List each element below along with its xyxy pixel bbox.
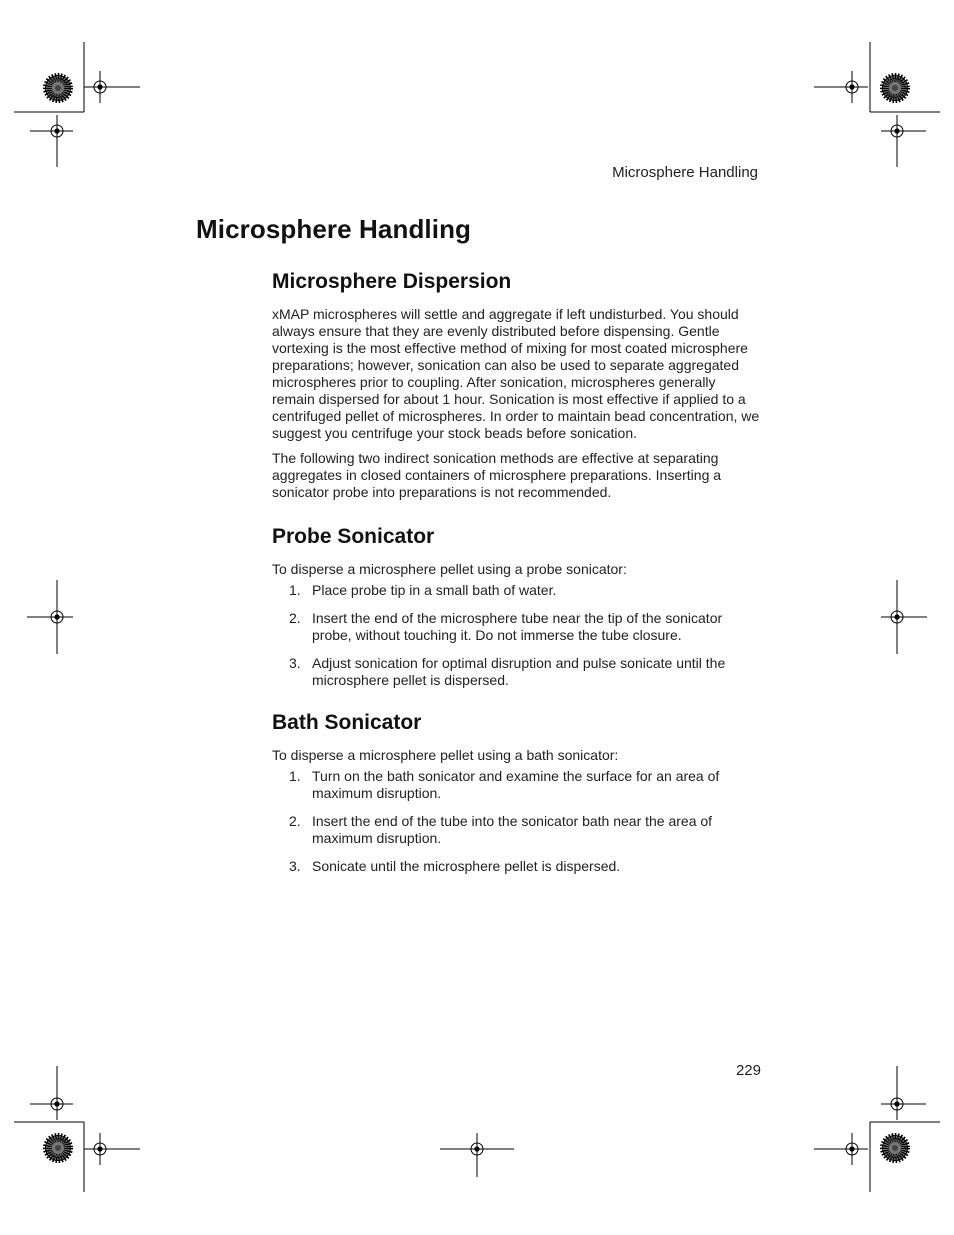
registration-mark-icon xyxy=(836,1133,868,1165)
step-number: 1. xyxy=(289,768,301,784)
step-text: Insert the end of the tube into the sonicator bath near the area of maximum disruption. xyxy=(312,813,713,846)
crop-mark-icon xyxy=(814,1066,940,1192)
list-item xyxy=(272,655,760,689)
crop-mark-icon xyxy=(814,42,940,167)
section-title-bath: Bath Sonicator xyxy=(272,711,422,734)
registration-mark-icon xyxy=(881,1088,913,1120)
bath-steps-list xyxy=(272,768,760,875)
page-content xyxy=(272,270,760,875)
registration-mark-icon xyxy=(41,115,73,147)
paragraph: To disperse a microsphere pellet using a probe sonicator: xyxy=(272,561,627,577)
color-wheel-icon xyxy=(883,1136,908,1161)
probe-steps-list xyxy=(272,582,760,689)
paragraph: To disperse a microsphere pellet using a bath sonicator: xyxy=(272,747,619,763)
color-wheel-icon xyxy=(883,76,908,101)
step-text: Place probe tip in a small bath of water. xyxy=(312,582,557,598)
running-header: Microsphere Handling xyxy=(612,164,758,181)
list-item xyxy=(272,858,760,875)
registration-mark-icon xyxy=(881,601,913,633)
crop-mark-icon xyxy=(14,42,140,167)
crop-mark-icon xyxy=(14,1066,140,1192)
color-wheel-icon xyxy=(46,76,71,101)
step-number: 3. xyxy=(289,858,301,874)
step-text: Sonicate until the microsphere pellet is dispersed. xyxy=(312,858,621,874)
color-wheel-icon xyxy=(46,1136,71,1161)
step-number: 3. xyxy=(289,655,301,671)
registration-mark-icon xyxy=(836,71,868,103)
paragraph: xMAP microspheres will settle and aggregate if left undisturbed. You should always ensure that they are evenly distributed before dispensing. Gentle vortexing is the most effective method of mixing for most coated microsphere preparations; however, sonication can also be used to separate aggregated microspheres prior to coupling. After sonication, microspheres generally remain dispersed for about 1 hour. Sonication is most effective if applied to a centrifuged pellet of microspheres. In order to maintain bead concentration, we suggest you centrifuge your stock beads before sonication. xyxy=(272,306,760,441)
page-number: 229 xyxy=(735,1062,761,1079)
step-number: 2. xyxy=(289,813,301,829)
paragraph: The following two indirect sonication methods are effective at separating aggregates in closed containers of microsphere preparations. Inserting a sonicator probe into preparations is not recommended. xyxy=(272,450,722,500)
step-number: 1. xyxy=(289,582,301,598)
step-text: Insert the end of the microsphere tube near the tip of the sonicator probe, without touching it. Do not immerse the tube closure. xyxy=(312,610,723,643)
registration-mark-icon xyxy=(41,601,73,633)
list-item xyxy=(272,813,760,847)
registration-mark-icon xyxy=(881,115,913,147)
section-title-probe: Probe Sonicator xyxy=(272,525,435,548)
registration-mark-icon xyxy=(461,1133,493,1165)
step-text: Turn on the bath sonicator and examine the surface for an area of maximum disruption. xyxy=(312,768,720,801)
list-item xyxy=(272,768,760,802)
list-item xyxy=(272,582,760,599)
chapter-title: Microsphere Handling xyxy=(196,214,472,244)
section-title-dispersion: Microsphere Dispersion xyxy=(272,270,512,293)
list-item xyxy=(272,610,760,644)
registration-mark-icon xyxy=(41,1088,73,1120)
step-text: Adjust sonication for optimal disruption and pulse sonicate until the microsphere pellet is dispersed. xyxy=(312,655,726,688)
registration-mark-icon xyxy=(84,1133,116,1165)
step-number: 2. xyxy=(289,610,301,626)
